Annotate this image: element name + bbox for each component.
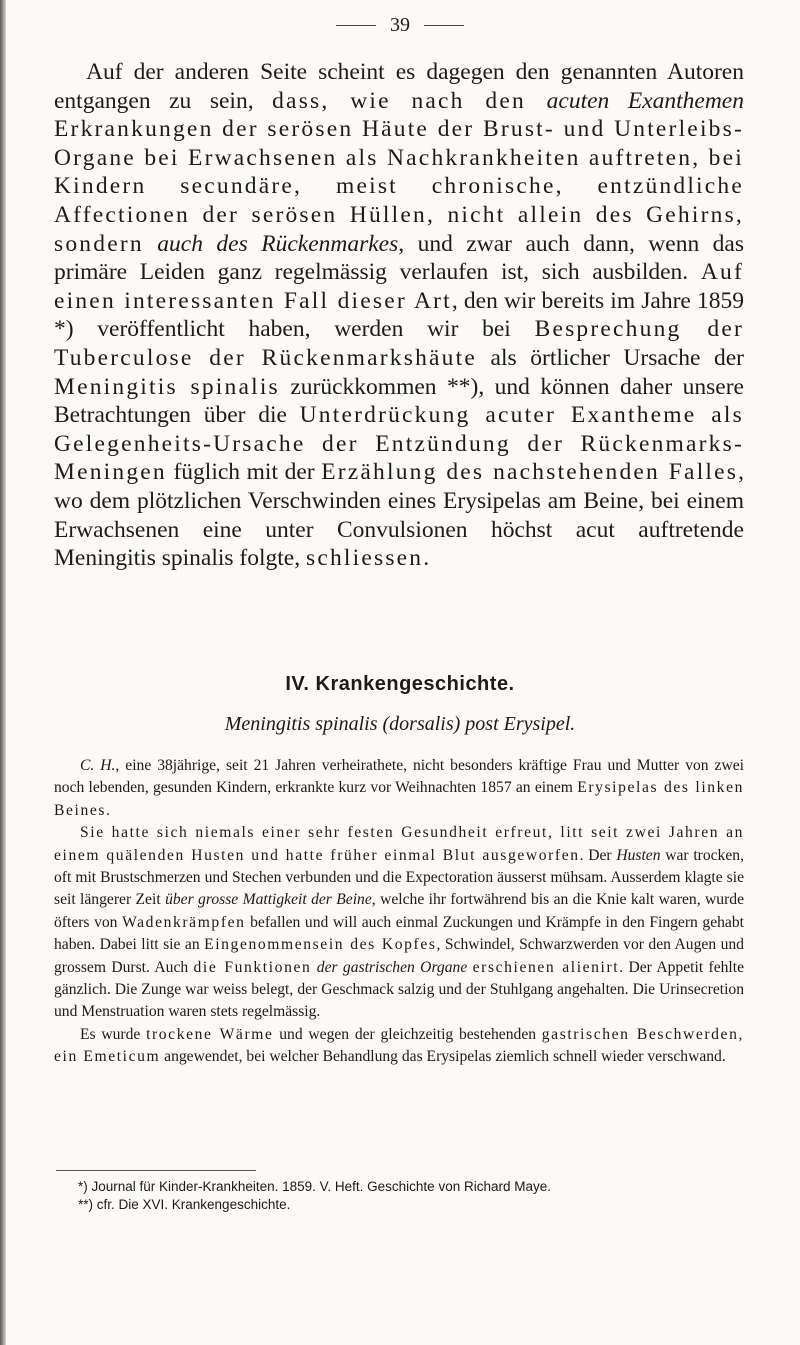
spaced-emphasis-text: gastrischen Beschwerden, ein Emeticum [54,1025,744,1066]
text-run: , welche ihr fortwährend bis an die Knie kalt waren, wurde öfters von [54,891,745,931]
italic-text: Husten [616,846,661,864]
italic-text: der gastrischen Organe [316,958,468,976]
text-run [144,231,157,257]
main-body-text [54,58,744,573]
page-number: 39 [390,14,410,36]
spaced-emphasis-text: Sie hatte sich niemals einer sehr festen Gesundheit erfreut, litt seit zwei Jahren an einem quälenden Husten und hatte früher einmal Blut ausgeworfen [54,824,744,864]
case-paragraph [54,1024,744,1069]
text-run: . [106,801,110,819]
text-run: Auf der anderen Seite scheint es dagegen den genannten Autoren entgangen zu sein, [54,59,744,114]
italic-text: auch des Rückenmarkes [157,230,399,257]
italic-text: acuten Exanthemen [546,87,744,114]
case-paragraph [54,822,744,1024]
main-paragraph [54,58,744,573]
footnote-1: *) Journal für Kinder-Krankheiten. 1859. V. Heft. Geschichte von Richard Maye. [78,1179,551,1194]
spaced-emphasis-text: Wadenkrämpfen [122,913,246,931]
italic-text: C. H. [80,757,116,774]
text-run: als örtlicher Ursache der [476,344,744,371]
text-run: Es wurde [80,1025,147,1043]
footnote-2: **) cfr. Die XVI. Krankengeschichte. [78,1197,291,1212]
spaced-emphasis-text: trockene Wärme [146,1025,274,1043]
spaced-emphasis-text: schliessen [305,545,424,572]
spaced-emphasis-text: Erzählung des nachstehenden Falles [321,459,739,486]
text-run: , wo dem plötzlichen Verschwinden eines Erysipelas am Beine, bei einem Erwachsenen eine unter Convulsionen höchst acut auftretende Meningitis spinalis folgte, [54,459,744,572]
text-run: angewendet, bei welcher Behandlung das Erysipelas ziemlich schnell wieder verschwand. [160,1048,726,1066]
footnote-divider [56,1170,256,1171]
case-title: Meningitis spinalis (dorsalis) post Erysipel. [224,713,576,735]
text-run: füglich mit der [166,459,322,486]
text-run: . Der [579,846,617,864]
spaced-emphasis-text: Unterdrückung acuter Exantheme als Gelegenheits-Ursache der Entzündung der Rückenmarks-Meningen [54,402,744,486]
text-run: befallen und will auch einmal Zuckungen und Krämpfe in den Fingern gehabt haben. Dabei litt sie an [54,913,744,954]
text-run: und wegen der gleichzeitig bestehenden [273,1025,542,1043]
text-run: , und zwar auch dann, wenn das primäre Leiden ganz regelmässig verlaufen ist, sich ausbilden. [54,230,744,286]
text-run: , Schwindel, Schwarzwerden vor den Augen und grossem Durst. Auch [54,936,744,976]
spaced-emphasis-text: erschienen alienirt [472,958,620,976]
text-run: war trocken, oft mit Brustschmerzen und Stechen verbunden und die Expectoration äusserst mühsam. Ausserdem klagte sie seit längerer Zeit [54,846,744,909]
spaced-emphasis-text: Auf einen interessanten Fall dieser Art [54,259,744,314]
spaced-emphasis-text: dass, wie nach den [272,87,547,114]
spaced-emphasis-text: Besprechung der Tuberculose der Rückenmarkshäute [54,316,744,371]
spaced-emphasis-text: Eingenommensein des Kopfes [204,936,437,954]
spaced-emphasis-text: Meningitis spinalis [54,373,280,400]
case-paragraph [54,755,744,822]
header-dash-left [336,25,376,26]
text-run: , eine 38jährige, seit 21 Jahren verheirathete, nicht besonders kräftige Frau und Mutter von zwei noch lebenden, gesunden Kindern, erkrankte kurz vor Weihnachten 1857 an einem [54,757,744,797]
case-history-text [54,755,744,1069]
section-heading: IV. Krankengeschichte. [285,673,515,695]
text-run: zurückkommen **), und können daher unsere Betrachtungen über die [54,373,744,429]
spaced-emphasis-text: die Funktionen [193,958,312,976]
italic-text: über grosse Mattigkeit der Beine [165,891,372,909]
header-dash-right [424,25,464,26]
page-header [0,14,800,37]
spaced-emphasis-text: Erkrankungen der serösen Häute der Brust- und Unterleibs-Organe bei Erwachsenen als Nachkrankheiten auftreten, bei Kindern secundäre, meist chronische, entzündliche Affectionen der serösen Hüllen, nicht allein des Gehirns, sondern [54,116,744,257]
spaced-emphasis-text: Erysipelas des linken Beines [54,779,744,819]
text-run: , den wir bereits im Jahre 1859 *) veröffentlicht haben, werden wir bei [54,287,744,343]
text-run: . Der Appetit fehlte gänzlich. Die Zunge war weiss belegt, der Geschmack salzig und der Stuhlgang angehalten. Die Urinsecretion und Menstruation waren stets regelmässig. [54,958,745,1021]
footnotes [60,1178,740,1214]
text-run: . [423,545,430,572]
